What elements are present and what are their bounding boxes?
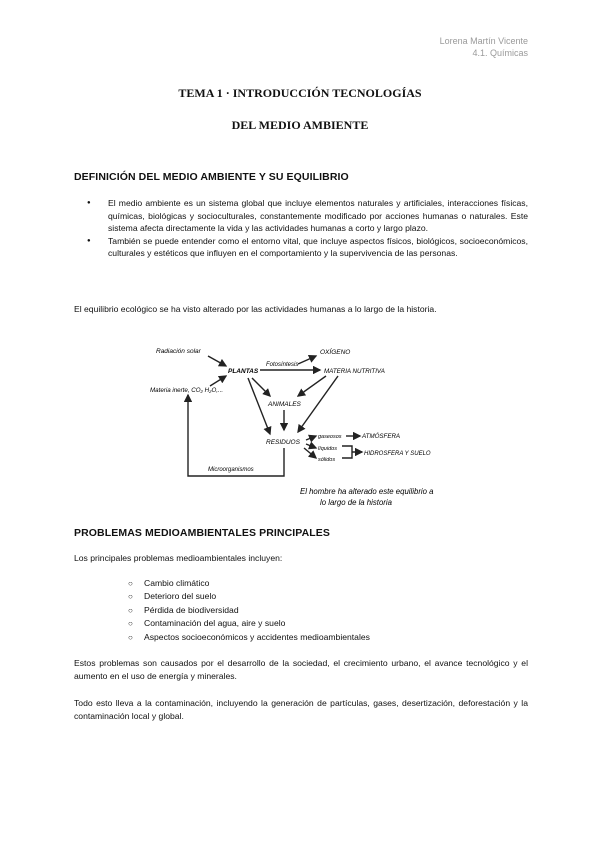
label-microorganismos: Microorganismos <box>208 467 254 473</box>
equilibrio-paragraph: El equilibrio ecológico se ha visto alterado por las actividades humanas a lo largo de la historia. <box>74 304 437 314</box>
label-liquidos: líquidos <box>318 446 337 452</box>
list-item: ○ Pérdida de biodiversidad <box>144 604 524 617</box>
section-heading-definicion: DEFINICIÓN DEL MEDIO AMBIENTE Y SU EQUILIBRIO <box>74 171 349 183</box>
arrow-materia-residuos <box>298 376 338 432</box>
contaminacion-paragraph: Todo esto lleva a la contaminación, incluyendo la generación de partículas, gases, desertización, deforestación y la contaminación local y global. <box>74 698 528 721</box>
label-animales: ANIMALES <box>268 401 301 408</box>
arrow-plantas-residuos <box>248 378 270 434</box>
arrow-residuos-liquidos <box>306 444 316 448</box>
label-residuos: RESIDUOS <box>266 439 300 446</box>
label-oxigeno: OXÍGENO <box>320 349 351 356</box>
label-plantas: PLANTAS <box>228 368 259 375</box>
ecological-cycle-diagram <box>148 340 458 515</box>
arrow-materia-plantas <box>210 376 226 386</box>
problemas-intro: Los principales problemas medioambientales incluyen: <box>74 553 283 563</box>
arrow-oxigeno <box>298 356 316 364</box>
list-item: ● También se puede entender como el entorno vital, que incluye aspectos físicos, biológicos, socioeconómicos, culturales y estéticos que influyen en el comportamiento y la supervivencia de las personas. <box>108 235 528 260</box>
arrow-residuos-solidos <box>304 448 316 458</box>
arrow-residuos-gaseosos <box>306 436 316 440</box>
label-solidos: sólidos <box>318 457 336 463</box>
label-hidrosfera: HIDROSFERA Y SUELO <box>364 451 431 457</box>
list-item: ○ Deterioro del suelo <box>144 590 524 603</box>
label-materia-inerte: Materia inerte, CO₂ H₂O,... <box>150 387 224 394</box>
title-line-2: DEL MEDIO AMBIENTE <box>231 118 369 132</box>
diagram-caption-line-1: El hombre ha alterado este equilibrio a <box>300 487 434 496</box>
causas-paragraph: Estos problemas son causados por el desarrollo de la sociedad, el crecimiento urbano, el avance tecnológico y el aumento en el uso de energía y minerales. <box>74 658 528 681</box>
title-line-1: TEMA 1 · INTRODUCCIÓN TECNOLOGÍAS <box>178 86 422 100</box>
author-name: Lorena Martín Vicente <box>439 36 528 46</box>
definition-bullet-list <box>108 197 528 260</box>
list-item: ● El medio ambiente es un sistema global que incluye elementos naturales y artificiales, interacciones físicas, químicas, biológicas y socioculturales, constantemente modificado por acciones humanas o naturales. Este sistema afecta directamente la vida y las actividades humanas a corto y largo plazo. <box>108 197 528 235</box>
label-atmosfera: ATMÓSFERA <box>362 433 401 440</box>
arrow-radiacion-plantas <box>208 356 226 366</box>
subject-label: 4.1. Químicas <box>472 48 528 58</box>
list-item: ○ Contaminación del agua, aire y suelo <box>144 617 524 630</box>
section-heading-problemas: PROBLEMAS MEDIOAMBIENTALES PRINCIPALES <box>74 527 331 539</box>
list-item: ○ Aspectos socioeconómicos y accidentes medioambientales <box>144 631 524 644</box>
label-gaseosos: gaseosos <box>318 434 342 440</box>
problemas-list <box>144 577 524 644</box>
label-radiacion-solar: Radiación solar <box>156 348 201 355</box>
bracket-hidrosfera <box>342 446 362 458</box>
label-fotosintesis: Fotosíntesis <box>266 362 299 368</box>
page-header <box>440 35 528 59</box>
label-materia-nutritiva: MATERIA NUTRITIVA <box>324 368 385 375</box>
diagram-caption-line-2: lo largo de la historia <box>320 498 392 507</box>
list-item: ○ Cambio climático <box>144 577 524 590</box>
arrow-materia-animales <box>298 376 326 396</box>
